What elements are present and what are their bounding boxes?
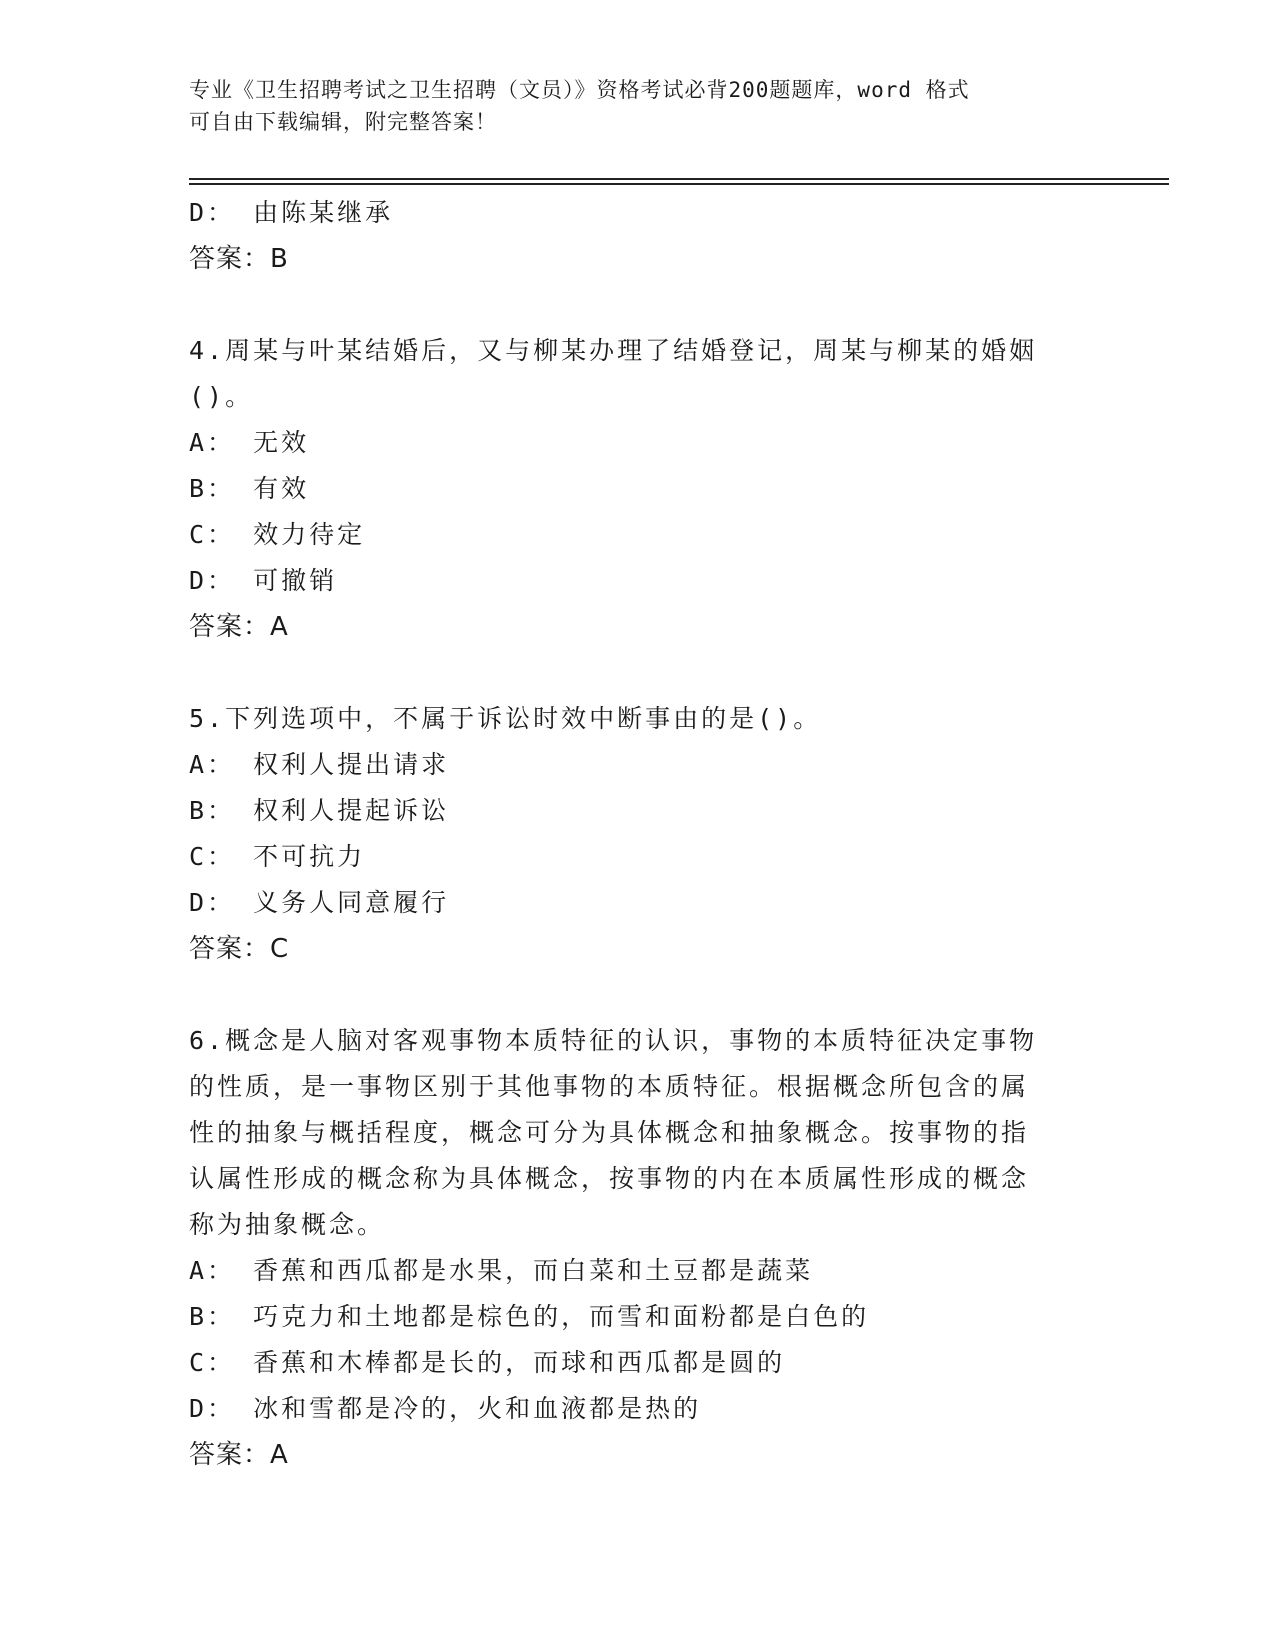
question-4 [189,328,1069,650]
question-stem: 4.周某与叶某结婚后，又与柳某办理了结婚登记，周某与柳某的婚姻 [189,336,1038,365]
header-divider-bottom [189,183,1169,185]
answer-label: 答案：A [189,612,289,642]
option-b: B： 权利人提起诉讼 [189,796,450,825]
option-a: A： 无效 [189,428,310,457]
answer-label: 答案：B [189,244,289,274]
header-line-2: 可自由下载编辑，附完整答案！ [189,110,497,134]
spacer [189,650,1069,696]
option-b: B： 巧克力和土地都是棕色的，而雪和面粉都是白色的 [189,1302,870,1331]
option-b: B： 有效 [189,474,310,503]
question-3-tail [189,190,1069,282]
question-6 [189,1018,1069,1478]
option-c: C： 不可抗力 [189,842,366,871]
question-stem: 性的抽象与概括程度，概念可分为具体概念和抽象概念。按事物的指 [189,1118,1030,1147]
option-a: A： 香蕉和西瓜都是水果，而白菜和土豆都是蔬菜 [189,1256,814,1285]
option-d: D： 由陈某继承 [189,198,394,227]
option-c: C： 效力待定 [189,520,366,549]
header-line-1: 专业《卫生招聘考试之卫生招聘（文员）》资格考试必背200题题库，word 格式 [189,78,970,102]
answer-label: 答案：C [189,934,290,964]
header-divider-top [189,178,1169,180]
option-d: D： 冰和雪都是冷的，火和血液都是热的 [189,1394,702,1423]
option-d: D： 可撤销 [189,566,338,595]
question-stem: 的性质，是一事物区别于其他事物的本质特征。根据概念所包含的属 [189,1072,1030,1101]
spacer [189,972,1069,1018]
spacer [189,282,1069,328]
question-list [189,190,1069,1478]
question-5 [189,696,1069,972]
question-stem: 6.概念是人脑对客观事物本质特征的认识，事物的本质特征决定事物 [189,1026,1038,1055]
question-stem: 认属性形成的概念称为具体概念，按事物的内在本质属性形成的概念 [189,1164,1030,1193]
answer-label: 答案：A [189,1440,289,1470]
question-stem: 称为抽象概念。 [189,1210,386,1239]
document-header [189,74,1089,138]
option-d: D： 义务人同意履行 [189,888,450,917]
question-stem: ()。 [189,382,254,411]
option-c: C： 香蕉和木棒都是长的，而球和西瓜都是圆的 [189,1348,786,1377]
option-a: A： 权利人提出请求 [189,750,450,779]
question-stem: 5.下列选项中，不属于诉讼时效中断事由的是()。 [189,704,822,733]
